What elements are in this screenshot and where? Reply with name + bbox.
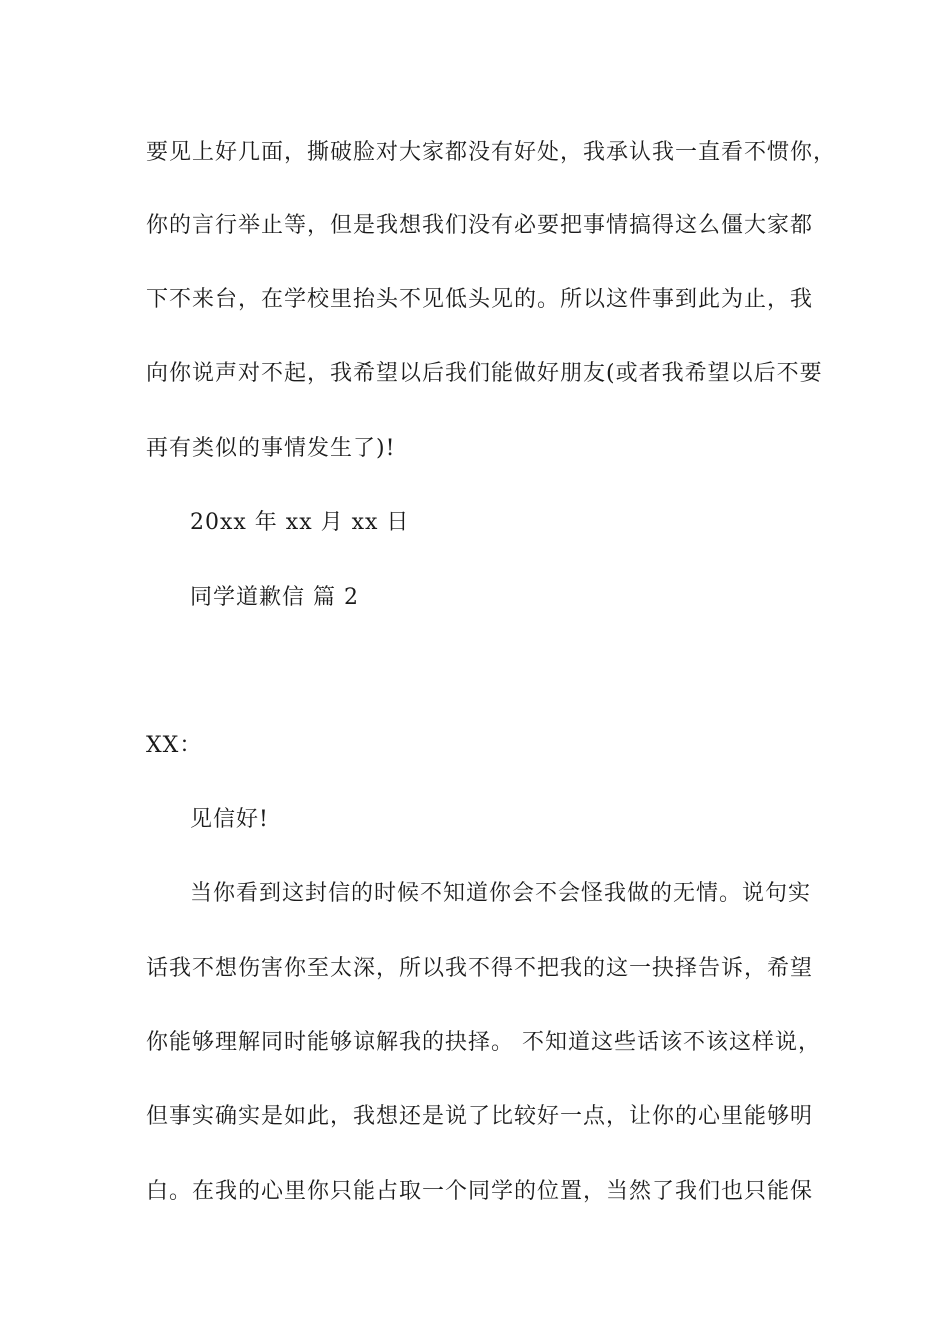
letter-date: 20xx 年 xx 月 xx 日 — [190, 510, 410, 535]
section-title: 同学道歉信 篇 2 — [190, 585, 359, 610]
paragraph-line: 当你看到这封信的时候不知道你会不会怪我做的无情。说句实 — [190, 881, 812, 906]
greeting: 见信好! — [190, 807, 269, 832]
salutation: XX： — [146, 733, 203, 758]
paragraph-line: 你的言行举止等，但是我想我们没有必要把事情搞得这么僵大家都 — [146, 213, 814, 238]
paragraph-line: 但事实确实是如此，我想还是说了比较好一点，让你的心里能够明 — [146, 1104, 814, 1129]
paragraph-line: 要见上好几面，撕破脸对大家都没有好处，我承认我一直看不惯你， — [146, 140, 837, 165]
paragraph-line: 话我不想伤害你至太深，所以我不得不把我的这一抉择告诉，希望 — [146, 956, 814, 981]
paragraph-line: 你能够理解同时能够谅解我的抉择。 不知道这些话该不该这样说， — [146, 1030, 821, 1055]
paragraph-line: 白。在我的心里你只能占取一个同学的位置，当然了我们也只能保 — [146, 1179, 814, 1204]
paragraph-line: 再有类似的事情发生了)! — [146, 436, 396, 461]
paragraph-line: 下不来台，在学校里抬头不见低头见的。所以这件事到此为止，我 — [146, 287, 814, 312]
paragraph-line: 向你说声对不起，我希望以后我们能做好朋友(或者我希望以后不要 — [146, 361, 823, 386]
